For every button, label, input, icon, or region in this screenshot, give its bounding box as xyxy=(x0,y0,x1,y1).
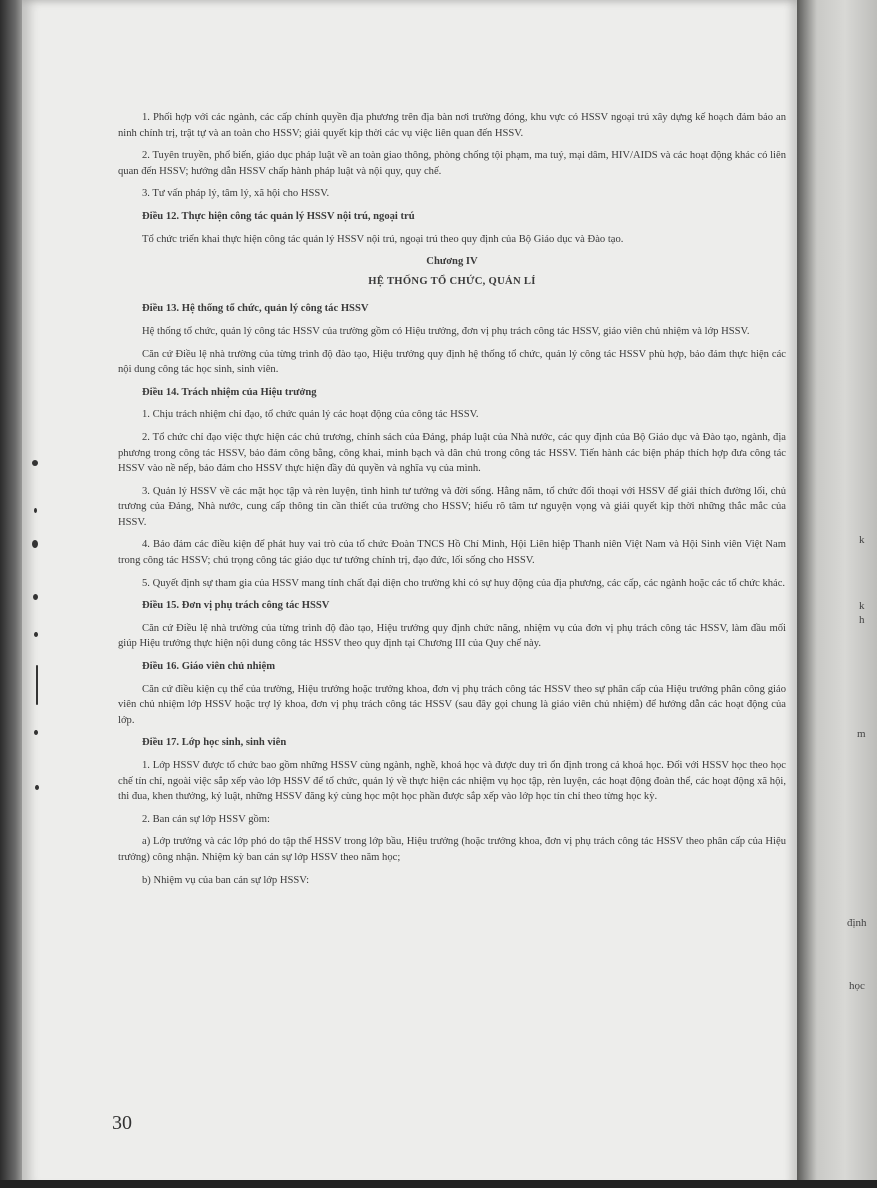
paragraph: 5. Quyết định sự tham gia của HSSV mang tính chất đại diện cho trường khi có sự huy động của địa phương, các cấp, các ngành hoặc các tổ chức khác. xyxy=(142,577,786,589)
document-body xyxy=(118,110,786,895)
margin-mark xyxy=(34,730,38,735)
paragraph: b) Nhiệm vụ của ban cán sự lớp HSSV: xyxy=(142,874,310,886)
paragraph: 1. Phối hợp với các ngành, các cấp chính quyền địa phương trên địa bàn nơi trường đóng, khu vực có HSSV ngoại trú xây dựng kế hoạch đảm bảo an ninh chính trị, trật tự và an toàn cho HSSV; giải quyết kịp thời các vụ việc liên quan đến HSSV. xyxy=(118,112,786,139)
chapter-title: HỆ THỐNG TỔ CHỨC, QUẢN LÍ xyxy=(368,275,536,287)
paragraph: Hệ thống tổ chức, quản lý công tác HSSV của trường gồm có Hiệu trưởng, đơn vị phụ trách công tác HSSV, giáo viên chủ nhiệm và lớp HSSV. xyxy=(142,325,750,337)
facing-page-fragment: học xyxy=(849,980,865,992)
margin-mark xyxy=(33,594,38,600)
facing-page-edge xyxy=(797,0,877,1188)
facing-page-fragment: k xyxy=(859,534,865,546)
paragraph: 2. Tuyên truyền, phổ biến, giáo dục pháp luật về an toàn giao thông, phòng chống tội phạm, ma tuý, mại dâm, HIV/AIDS và các hoạt động khác có liên quan đến HSSV; hướng dẫn HSSV chấp hành pháp luật và nội quy, quy chế. xyxy=(118,150,786,177)
paragraph: 1. Lớp HSSV được tổ chức bao gồm những HSSV cùng ngành, nghề, khoá học và được duy trì ổn định trong cả khoá học. Đối với HSSV học theo học chế tín chỉ, ngoài việc sắp xếp vào lớp HSSV để tổ chức, quản lý về thực hiện các nhiệm vụ học tập, rèn luyện, các hoạt động đoàn thể, các hoạt động xã hội, thi đua, khen thưởng, kỷ luật, những HSSV đăng ký cùng học một học phần được sắp xếp vào lớp học tín chỉ theo từng học kỳ. xyxy=(118,760,786,803)
paragraph: Tổ chức triển khai thực hiện công tác quản lý HSSV nội trú, ngoại trú theo quy định của Bộ Giáo dục và Đào tạo. xyxy=(142,233,624,245)
book-spine-shadow xyxy=(0,0,22,1188)
paragraph: 2. Ban cán sự lớp HSSV gồm: xyxy=(142,813,270,825)
paragraph: 1. Chịu trách nhiệm chỉ đạo, tổ chức quản lý các hoạt động của công tác HSSV. xyxy=(142,409,479,421)
article-heading: Điều 13. Hệ thống tổ chức, quản lý công tác HSSV xyxy=(142,303,369,315)
scan-bottom-edge xyxy=(0,1180,877,1188)
article-heading: Điều 16. Giáo viên chủ nhiệm xyxy=(142,661,276,673)
margin-mark xyxy=(32,460,38,466)
margin-mark xyxy=(32,540,38,548)
paragraph: Căn cứ điều kiện cụ thể của trường, Hiệu trưởng hoặc trưởng khoa, đơn vị phụ trách công tác HSSV theo sự phân cấp của Hiệu trưởng phân công giáo viên chủ nhiệm lớp HSSV hoặc trợ lý khoa, đơn vị phụ trách công tác HSSV (sau đây gọi chung là giáo viên chủ nhiệm) để hướng dẫn các hoạt động của lớp. xyxy=(118,683,786,726)
facing-page-fragment: định xyxy=(847,917,867,929)
facing-page-fragment: m xyxy=(857,728,866,740)
article-heading: Điều 14. Trách nhiệm của Hiệu trưởng xyxy=(142,386,317,398)
paragraph: Căn cứ Điều lệ nhà trường của từng trình độ đào tạo, Hiệu trưởng quy định hệ thống tổ chức, quản lý công tác HSSV phù hợp, bảo đảm thực hiện các nội dung công tác học sinh, sinh viên. xyxy=(118,348,786,376)
article-heading: Điều 15. Đơn vị phụ trách công tác HSSV xyxy=(142,600,330,612)
paragraph: 4. Bảo đảm các điều kiện để phát huy vai trò của tổ chức Đoàn TNCS Hồ Chí Minh, Hội Liên hiệp Thanh niên Việt Nam và Hội Sinh viên Việt Nam trong công tác HSSV; chú trọng công tác giáo dục tư tưởng chính trị, đạo đức, lối sống cho HSSV. xyxy=(118,539,786,567)
paragraph: Căn cứ Điều lệ nhà trường của từng trình độ đào tạo, Hiệu trưởng quy định chức năng, nhiệm vụ của đơn vị phụ trách công tác HSSV, làm đầu mối giúp Hiệu trưởng thực hiện nội dung công tác HSSV theo quy định tại Chương III của Quy chế này. xyxy=(118,622,786,650)
facing-page-fragment: h xyxy=(859,614,865,626)
facing-page-fragment: k xyxy=(859,600,865,612)
paragraph: 2. Tổ chức chỉ đạo việc thực hiện các chủ trương, chính sách của Đảng, pháp luật của Nhà nước, các quy định của Bộ Giáo dục và Đào tạo, ngành, địa phương trong công tác HSSV, bảo đảm công bằng, công khai, minh bạch và dân chủ trong công tác HSSV. Tiến hành các biện pháp thích hợp đưa công tác HSSV vào nề nếp, bảo đảm cho HSSV thực hiện đầy đủ quyền và nghĩa vụ của mình. xyxy=(118,431,786,475)
paragraph: a) Lớp trưởng và các lớp phó do tập thể HSSV trong lớp bầu, Hiệu trưởng (hoặc trưởng khoa, đơn vị phụ trách công tác HSSV theo phân cấp của Hiệu trưởng) công nhận. Nhiệm kỳ ban cán sự lớp HSSV theo năm học; xyxy=(118,836,786,863)
page-number: 30 xyxy=(112,1112,132,1134)
margin-mark xyxy=(34,632,38,637)
margin-mark xyxy=(35,785,39,790)
article-heading: Điều 12. Thực hiện công tác quản lý HSSV nội trú, ngoại trú xyxy=(142,210,415,222)
margin-mark xyxy=(34,508,37,513)
chapter-number: Chương IV xyxy=(426,256,478,268)
paragraph: 3. Tư vấn pháp lý, tâm lý, xã hội cho HSSV. xyxy=(142,188,330,200)
margin-mark xyxy=(36,665,38,705)
article-heading: Điều 17. Lớp học sinh, sinh viên xyxy=(142,737,287,749)
paragraph: 3. Quản lý HSSV về các mặt học tập và rèn luyện, tình hình tư tưởng và đời sống. Hằng năm, tổ chức đối thoại với HSSV để giải thích đường lối, chủ trương của Đảng, Nhà nước, cung cấp thông tin cần thiết của trường cho HSSV; hiểu rõ tâm tư nguyện vọng và giải quyết kịp thời những thắc mắc của HSSV. xyxy=(118,485,786,528)
